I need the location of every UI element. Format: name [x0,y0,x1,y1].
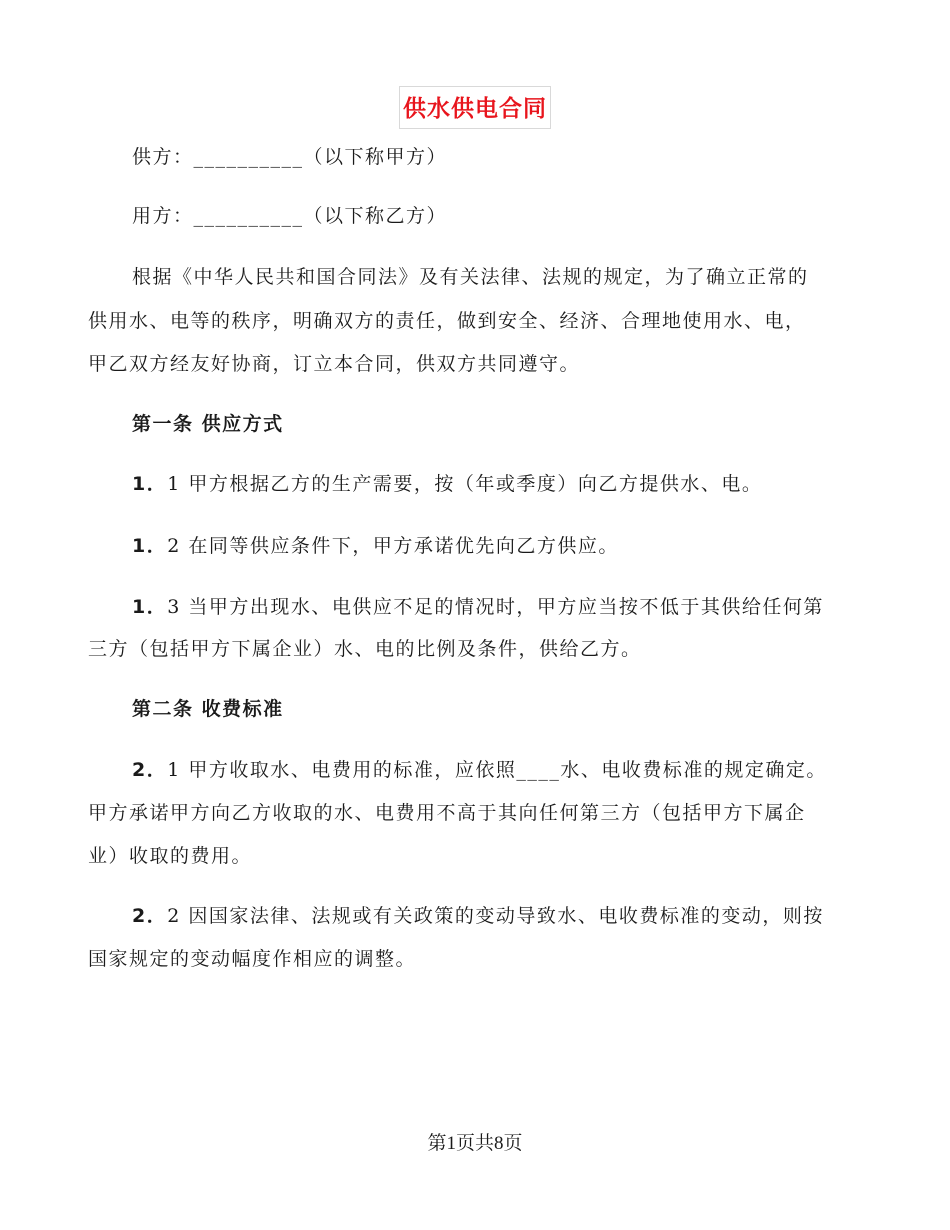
clause-1-3-continued: 三方（包括甲方下属企业）水、电的比例及条件，供给乙方。 [88,638,642,660]
clause-number: 1． [132,473,168,495]
clause-2-1 [132,751,902,789]
clause-text: 3 当甲方出现水、电供应不足的情况时，甲方应当按不低于其供给任何第 [167,596,824,618]
clause-text: 1 甲方根据乙方的生产需要，按（年或季度）向乙方提供水、电。 [167,473,763,495]
article-1-heading: 第一条 供应方式 [132,413,284,435]
clause-1-1 [132,465,902,503]
page-footer: 第1页共8页 [427,1133,523,1154]
intro-line-3: 甲乙双方经友好协商，订立本合同，供双方共同遵守。 [88,353,581,375]
user-line: 用方：__________（以下称乙方） [132,205,448,227]
clause-text: 2 在同等供应条件下，甲方承诺优先向乙方供应。 [167,535,619,557]
clause-1-3 [132,588,902,626]
clause-text: 1 甲方收取水、电费用的标准，应依照____水、电收费标准的规定确定。 [167,759,827,781]
article-2-heading: 第二条 收费标准 [132,698,284,720]
clause-1-2 [132,527,902,565]
title-container [0,86,950,129]
document-title: 供水供电合同 [399,86,551,129]
intro-line-2: 供用水、电等的秩序，明确双方的责任，做到安全、经济、合理地使用水、电， [88,310,806,332]
clause-2-1-continued-1: 甲方承诺甲方向乙方收取的水、电费用不高于其向任何第三方（包括甲方下属企 [88,802,806,824]
clause-2-1-continued-2: 业）收取的费用。 [88,845,253,867]
clause-2-2-continued: 国家规定的变动幅度作相应的调整。 [88,948,417,970]
clause-text: 2 因国家法律、法规或有关政策的变动导致水、电收费标准的变动，则按 [167,905,824,927]
intro-line-1: 根据《中华人民共和国合同法》及有关法律、法规的规定，为了确立正常的 [132,266,809,288]
clause-number: 1． [132,535,168,557]
clause-number: 2． [132,905,168,927]
clause-number: 1． [132,596,168,618]
supplier-line: 供方：__________（以下称甲方） [132,146,448,168]
clause-2-2 [132,897,902,935]
clause-number: 2． [132,759,168,781]
